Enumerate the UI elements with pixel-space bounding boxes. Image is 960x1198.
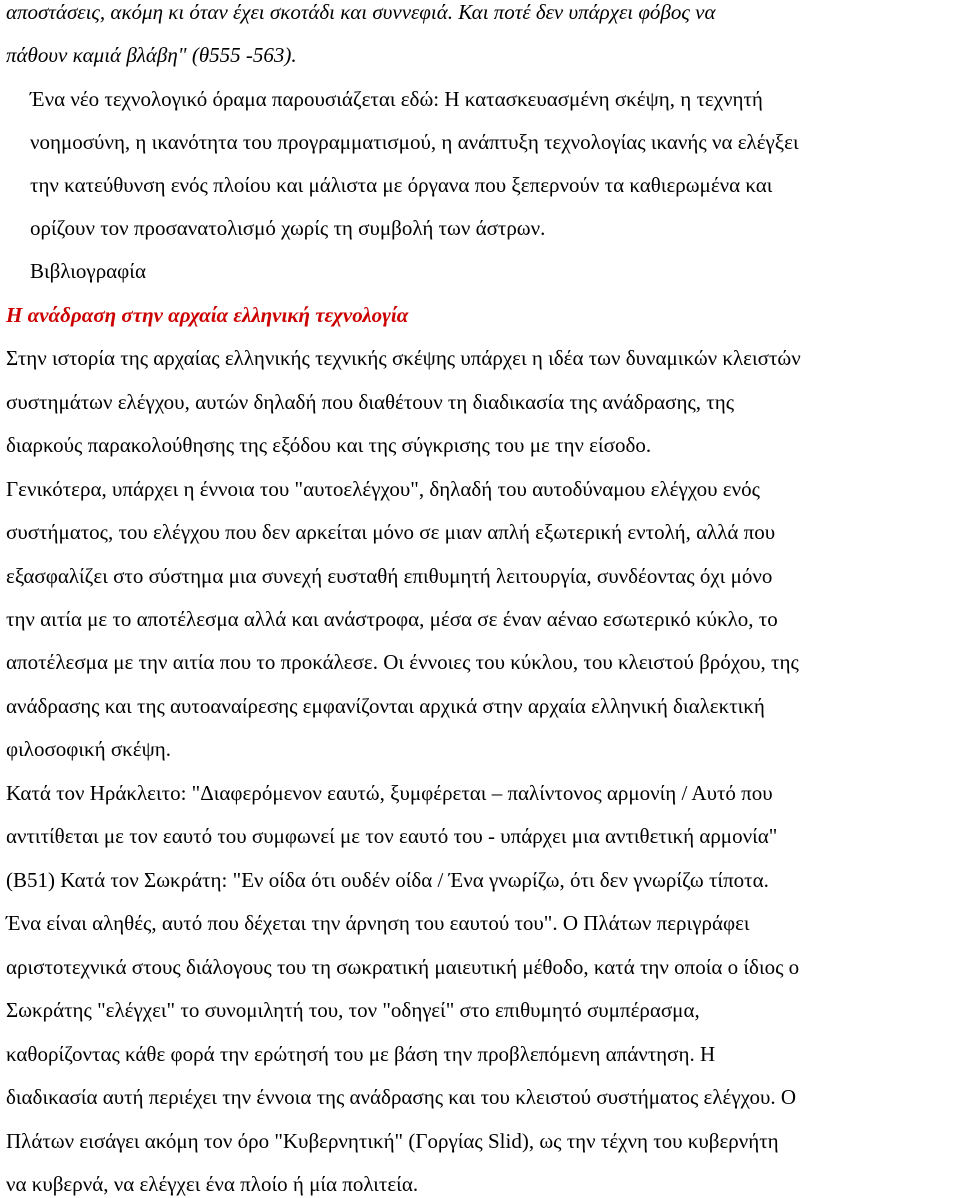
paragraph-line: αριστοτεχνικά στους διάλογους του τη σωκρατική μαιευτική μέθοδο, κατά την οποία ο ίδιος ο: [6, 955, 800, 979]
paragraph-line: Γενικότερα, υπάρχει η έννοια του "αυτοελέγχου", δηλαδή του αυτοδύναμου ελέγχου ενός: [6, 477, 760, 501]
paragraph-line: συστημάτων ελέγχου, αυτών δηλαδή που διαθέτουν τη διαδικασία της ανάδρασης, της: [6, 390, 735, 414]
vision-paragraph-line: νοημοσύνη, η ικανότητα του προγραμματισμού, η ανάπτυξη τεχνολογίας ικανής να ελέγξει: [30, 130, 799, 154]
paragraph-line: καθορίζοντας κάθε φορά την ερώτησή του με βάση την προβλεπόμενη απάντηση. Η: [6, 1042, 716, 1066]
paragraph-line: Ένα είναι αληθές, αυτό που δέχεται την άρνηση του εαυτού του". Ο Πλάτων περιγράφει: [6, 911, 750, 935]
paragraph-line: Πλάτων εισάγει ακόμη τον όρο "Κυβερνητική" (Γοργίας Slid), ως την τέχνη του κυβερνήτη: [6, 1129, 779, 1153]
paragraph-line: ανάδρασης και της αυτοαναίρεσης εμφανίζονται αρχικά στην αρχαία ελληνική διαλεκτική: [6, 694, 765, 718]
intro-line: αποστάσεις, ακόμη κι όταν έχει σκοτάδι και συννεφιά. Και ποτέ δεν υπάρχει φόβος να: [6, 0, 716, 24]
paragraph-line: συστήματος, του ελέγχου που δεν αρκείται μόνο σε μιαν απλή εξωτερική εντολή, αλλά που: [6, 520, 776, 544]
intro-line: πάθουν καμιά βλάβη" (θ555 -563).: [6, 43, 297, 67]
paragraph-line: φιλοσοφική σκέψη.: [6, 737, 171, 761]
paragraph-line: να κυβερνά, να ελέγχει ένα πλοίο ή μία πολιτεία.: [6, 1172, 419, 1196]
paragraph-line: Κατά τον Ηράκλειτο: "Διαφερόμενον εαυτώ, ξυμφέρεται – παλίντονος αρμονίη / Αυτό που: [6, 781, 773, 805]
paragraph-line: διαδικασία αυτή περιέχει την έννοια της ανάδρασης και του κλειστού συστήματος ελέγχου. Ο: [6, 1085, 797, 1109]
paragraph-line: (Β51) Κατά τον Σωκράτη: "Εν οίδα ότι ουδέν οίδα / Ένα γνωρίζω, ότι δεν γνωρίζω τίποτα.: [6, 868, 769, 892]
vision-paragraph-line: ορίζουν τον προσανατολισμό χωρίς τη συμβολή των άστρων.: [30, 216, 546, 240]
vision-paragraph-line: την κατεύθυνση ενός πλοίου και μάλιστα με όργανα που ξεπερνούν τα καθιερωμένα και: [30, 173, 773, 197]
paragraph-line: Στην ιστορία της αρχαίας ελληνικής τεχνικής σκέψης υπάρχει η ιδέα των δυναμικών κλειστών: [6, 346, 801, 370]
bibliography-label: Βιβλιογραφία: [30, 259, 146, 283]
paragraph-line: Σωκράτης "ελέγχει" το συνομιλητή του, τον "οδηγεί" στο επιθυμητό συμπέρασμα,: [6, 998, 700, 1022]
paragraph-line: διαρκούς παρακολούθησης της εξόδου και της σύγκρισης του με την είσοδο.: [6, 433, 652, 457]
paragraph-line: αποτέλεσμα με την αιτία που το προκάλεσε. Οι έννοιες του κύκλου, του κλειστού βρόχου, της: [6, 650, 799, 674]
vision-paragraph-line: Ένα νέο τεχνολογικό όραμα παρουσιάζεται εδώ: Η κατασκευασμένη σκέψη, η τεχνητή: [30, 87, 763, 111]
paragraph-line: την αιτία με το αποτέλεσμα αλλά και ανάστροφα, μέσα σε έναν αέναο εσωτερικό κύκλο, το: [6, 607, 778, 631]
paragraph-line: εξασφαλίζει στο σύστημα μια συνεχή ευσταθή επιθυμητή λειτουργία, συνδέοντας όχι μόνο: [6, 564, 773, 588]
paragraph-line: αντιτίθεται με τον εαυτό του συμφωνεί με τον εαυτό του - υπάρχει μια αντιθετική αρμονία": [6, 824, 778, 848]
section-title: Η ανάδραση στην αρχαία ελληνική τεχνολογία: [6, 303, 409, 327]
